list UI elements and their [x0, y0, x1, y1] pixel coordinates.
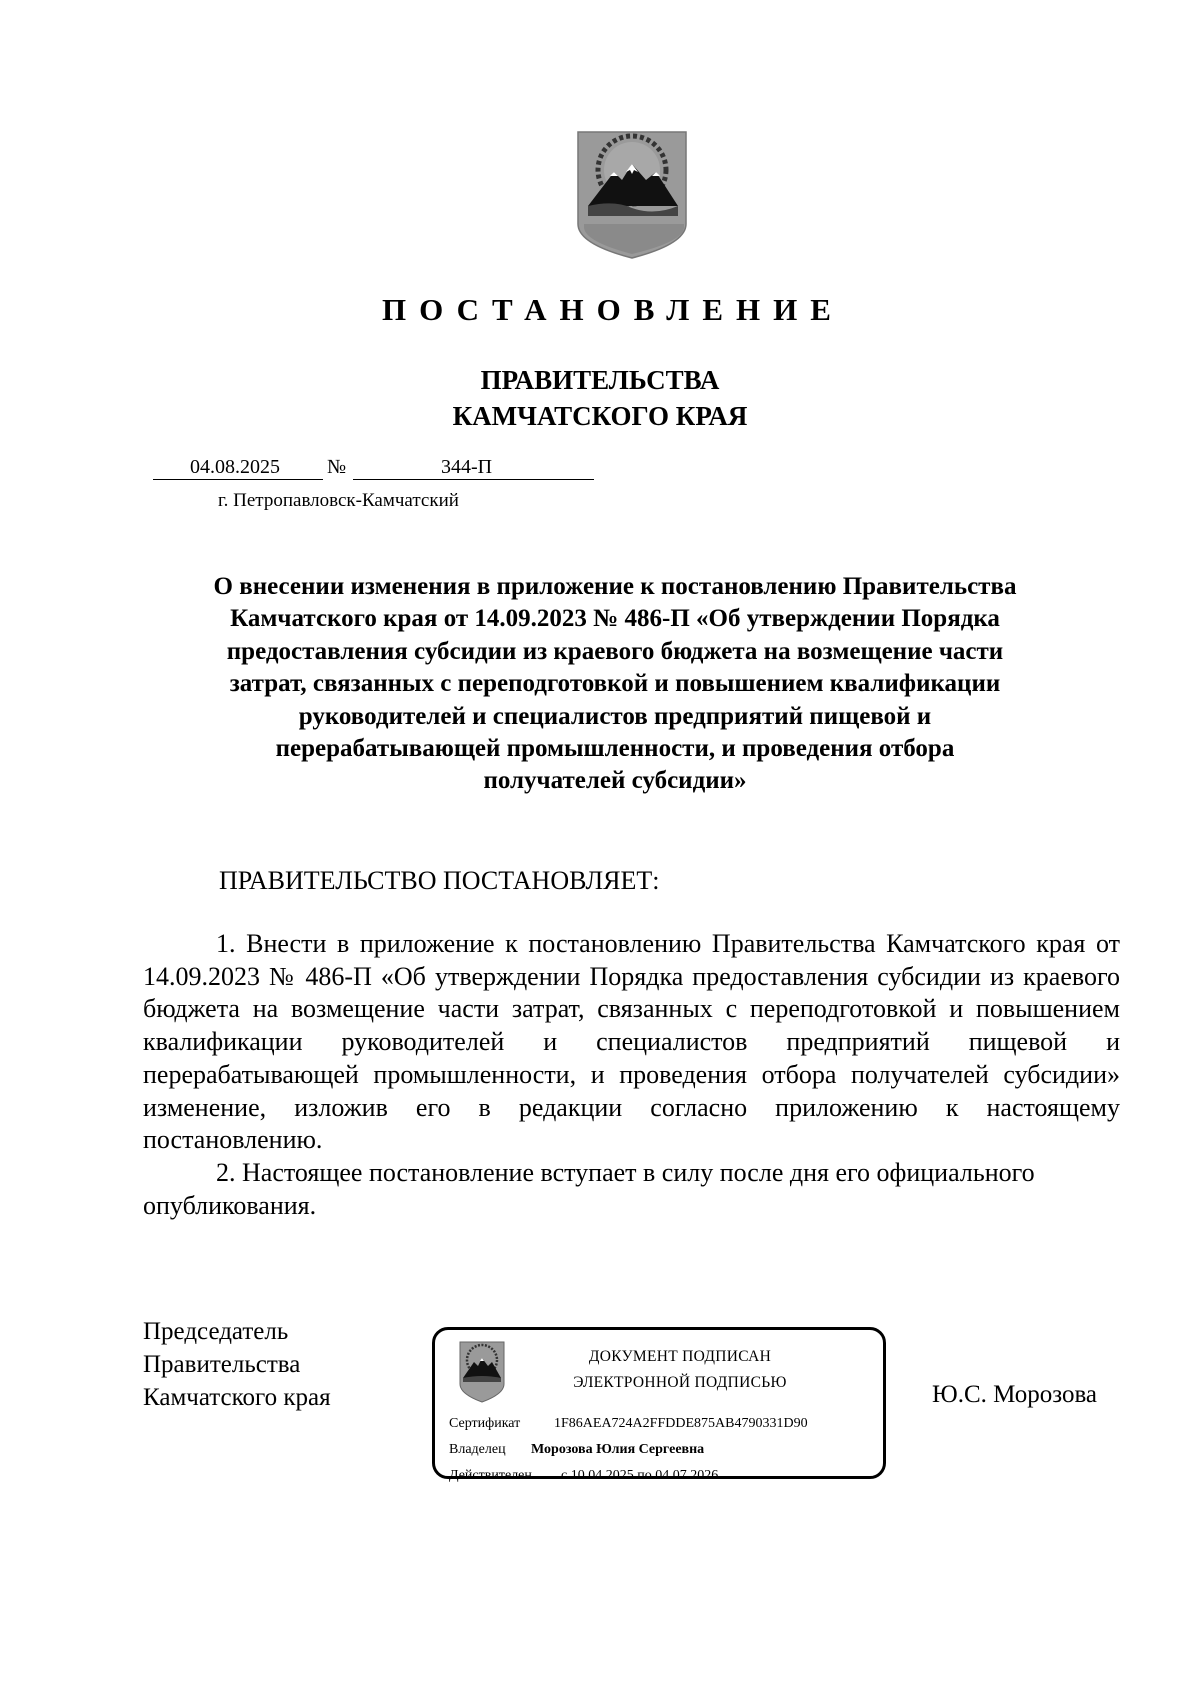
title-line: предоставления субсидии из краевого бюджета на возмещение части: [226, 637, 1004, 665]
stamp-heading-line-1: ДОКУМЕНТ ПОДПИСАН: [588, 1348, 772, 1365]
signer-title-line: Камчатского края: [143, 1384, 331, 1411]
signer-title-line: Правительства: [143, 1351, 301, 1378]
issuer-line-1: ПРАВИТЕЛЬСТВА: [480, 365, 720, 395]
stamp-emblem-icon: [458, 1340, 506, 1404]
coat-of-arms-emblem: [574, 128, 690, 262]
title-line: перерабатывающей промышленности, и проведения отбора: [275, 735, 955, 763]
document-body: [143, 928, 1120, 1222]
owner-row: [449, 1442, 705, 1458]
document-title: [150, 571, 1080, 798]
document-number: 344-П: [441, 456, 493, 478]
paragraph-2: 2. Настоящее постановление вступает в силу после дня его официального опубликования.: [143, 1157, 1035, 1220]
number-sign: №: [327, 456, 347, 478]
title-line: затрат, связанных с переподготовкой и повышением квалификации: [229, 670, 1001, 698]
title-line: Камчатского края от 14.09.2023 № 486-П «Об утверждении Порядка: [230, 605, 1000, 633]
paragraph-1: 1. Внести в приложение к постановлению Правительства Камчатского края от 14.09.2023 № 486-П «Об утверждении Порядка предоставления субсидии из краевого бюджета на возмещение части затрат, связанных с переподготовкой и повышением квалификации руководителей и специалистов предприятий пищевой и перерабатывающей промышленности, и проведения отбора получателей субсидии» изменение, изложив его в редакции согласно приложению к настоящему постановлению.: [143, 929, 1120, 1155]
document-type-heading: ПОСТАНОВЛЕНИЕ: [382, 292, 844, 327]
certificate-row: [449, 1416, 808, 1432]
validity-label: Действителен: [449, 1468, 532, 1483]
date-underline: [153, 479, 323, 480]
certificate-value: 1F86AEA724A2FFDDE875AB4790331D90: [554, 1416, 808, 1431]
issuer-line-2: КАМЧАТСКОГО КРАЯ: [452, 401, 748, 431]
title-line: получателей субсидии»: [483, 767, 747, 795]
signer-name: Ю.С. Морозова: [932, 1381, 1098, 1408]
signer-title: [143, 1315, 331, 1414]
stamp-heading: [515, 1344, 845, 1396]
signer-title-line: Председатель: [143, 1318, 289, 1345]
validity-value: с 10.04.2025 по 04.07.2026: [561, 1468, 719, 1483]
city: г. Петропавловск-Камчатский: [218, 490, 459, 511]
stamp-heading-line-2: ЭЛЕКТРОННОЙ ПОДПИСЬЮ: [573, 1374, 787, 1391]
document-date: 04.08.2025: [190, 456, 280, 478]
issuer-heading: [0, 362, 1200, 434]
title-line: руководителей и специалистов предприятий пищевой и: [298, 702, 932, 730]
certificate-label: Сертификат: [449, 1416, 521, 1431]
title-line: О внесении изменения в приложение к постановлению Правительства: [213, 573, 1017, 600]
owner-value: Морозова Юлия Сергеевна: [531, 1442, 705, 1457]
validity-row: [449, 1468, 719, 1484]
number-underline: [353, 479, 594, 480]
decree-statement: ПРАВИТЕЛЬСТВО ПОСТАНОВЛЯЕТ:: [219, 866, 660, 895]
electronic-signature-stamp: [432, 1327, 886, 1483]
owner-label: Владелец: [449, 1442, 506, 1457]
